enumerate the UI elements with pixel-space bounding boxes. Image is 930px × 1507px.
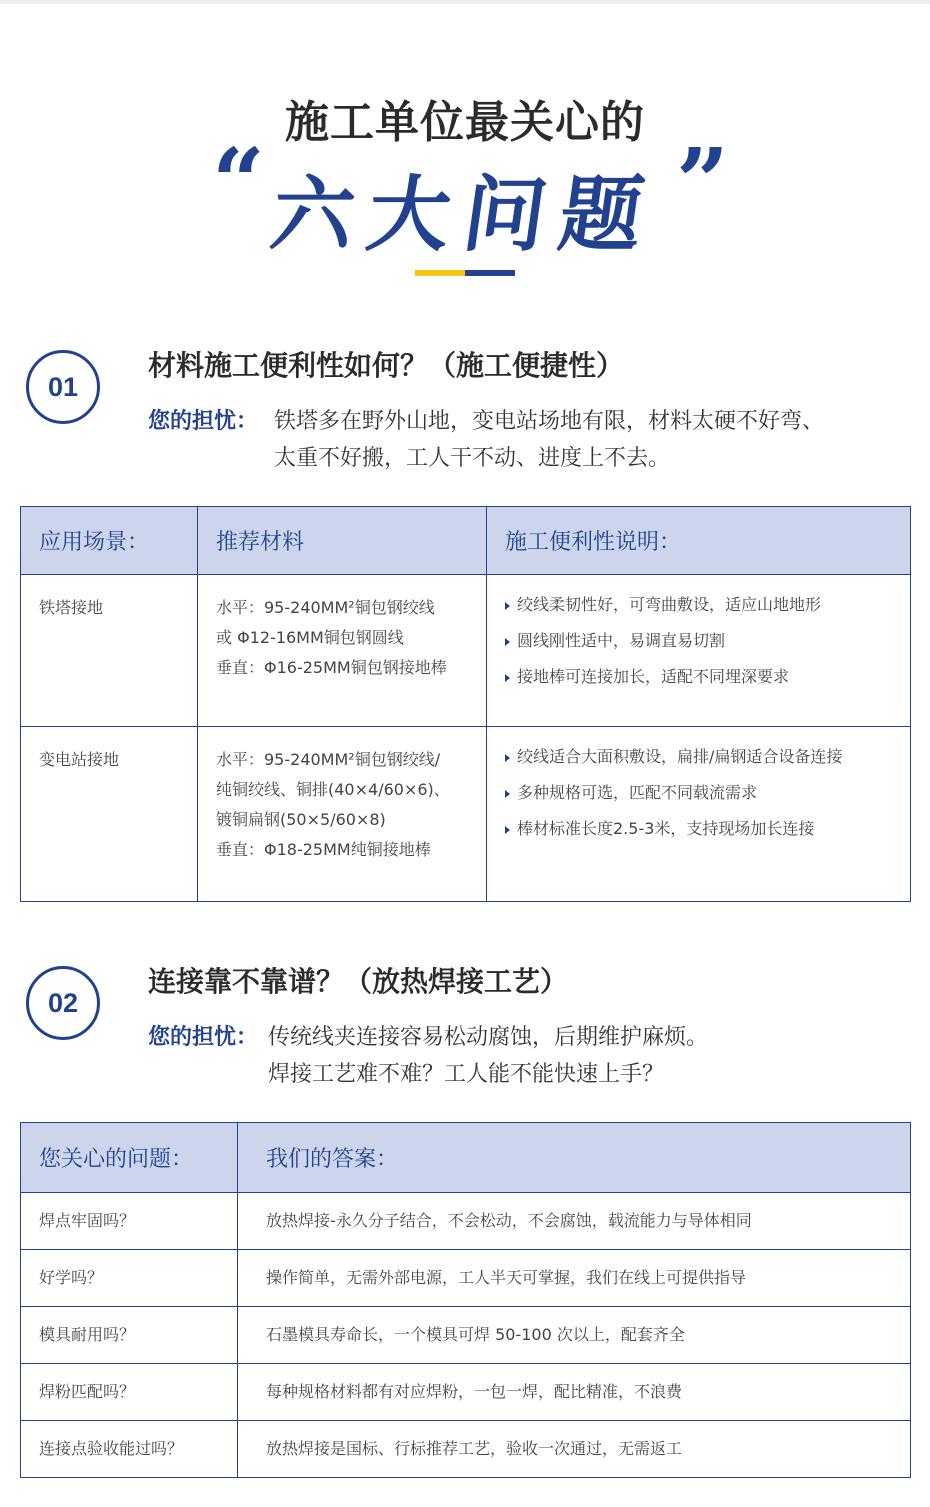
answer-cell: 操作简单，无需外部电源，工人半天可掌握，我们在线上可提供指导 bbox=[238, 1250, 911, 1307]
question-cell: 模具耐用吗？ bbox=[21, 1307, 238, 1364]
faq-table bbox=[20, 1122, 911, 1478]
table-row bbox=[21, 1421, 911, 1478]
page-title: 施工单位最关心的 bbox=[285, 97, 645, 148]
column-header: 施工便利性说明： bbox=[487, 507, 911, 575]
material-line: 垂直：Φ18-25MM纯铜接地棒 bbox=[216, 840, 431, 859]
bullet-item: 多种规格可选，匹配不同载流需求 bbox=[505, 775, 898, 811]
materials-cell bbox=[198, 575, 487, 727]
section-number-badge: 02 bbox=[26, 966, 100, 1040]
material-line: 镀铜扁钢(50×5/60×8) bbox=[216, 810, 386, 829]
materials-table bbox=[20, 506, 911, 902]
answer-cell: 放热焊接是国标、行标推荐工艺，验收一次通过，无需返工 bbox=[238, 1421, 911, 1478]
question-cell: 焊粉匹配吗？ bbox=[21, 1364, 238, 1421]
worry-text: 太重不好搬，工人干不动、进度上不去。 bbox=[274, 446, 671, 471]
table-header-row bbox=[21, 1123, 911, 1193]
section-title: 材料施工便利性如何？（施工便捷性） bbox=[148, 349, 625, 382]
material-line: 纯铜绞线、铜排(40×4/60×6)、 bbox=[216, 780, 450, 799]
worry-text: 铁塔多在野外山地，变电站场地有限，材料太硬不好弯、 bbox=[274, 409, 825, 434]
table-row bbox=[21, 1364, 911, 1421]
notes-cell bbox=[487, 727, 911, 902]
bullet-list bbox=[505, 739, 898, 847]
materials-cell bbox=[198, 727, 487, 902]
notes-cell bbox=[487, 575, 911, 727]
bullet-item: 绞线柔韧性好，可弯曲敷设，适应山地地形 bbox=[505, 587, 898, 623]
worry-text: 焊接工艺难不难？工人能不能快速上手？ bbox=[268, 1062, 665, 1087]
answer-cell: 放热焊接-永久分子结合，不会松动，不会腐蚀，载流能力与导体相同 bbox=[238, 1193, 911, 1250]
open-quote-mark: “ bbox=[212, 128, 265, 236]
material-line: 或 Φ12-16MM铜包钢圆线 bbox=[216, 628, 404, 647]
table-header-row bbox=[21, 507, 911, 575]
worry-label: 您的担忧： bbox=[148, 1025, 259, 1050]
worry-label: 您的担忧： bbox=[148, 409, 259, 434]
top-divider bbox=[0, 0, 930, 4]
answer-cell: 每种规格材料都有对应焊粉，一包一焊，配比精准，不浪费 bbox=[238, 1364, 911, 1421]
material-line: 垂直：Φ16-25MM铜包钢接地棒 bbox=[216, 658, 447, 677]
headline-six-questions: 六大问题 bbox=[265, 167, 663, 263]
question-cell: 好学吗？ bbox=[21, 1250, 238, 1307]
table-row bbox=[21, 575, 911, 727]
close-quote-mark: ” bbox=[676, 128, 729, 236]
section-title: 连接靠不靠谱？（放热焊接工艺） bbox=[148, 965, 569, 998]
section-number-badge: 01 bbox=[26, 350, 100, 424]
accent-bar-blue bbox=[465, 270, 515, 276]
material-line: 水平：95-240MM²铜包钢绞线/ bbox=[216, 750, 441, 769]
bullet-item: 接地棒可连接加长，适配不同埋深要求 bbox=[505, 659, 898, 695]
bullet-list bbox=[505, 587, 898, 695]
column-header: 应用场景： bbox=[21, 507, 198, 575]
answer-cell: 石墨模具寿命长，一个模具可焊 50-100 次以上，配套齐全 bbox=[238, 1307, 911, 1364]
table-row bbox=[21, 1193, 911, 1250]
column-header: 您关心的问题： bbox=[21, 1123, 238, 1193]
scene-cell: 铁塔接地 bbox=[21, 575, 198, 727]
bullet-item: 棒材标准长度2.5-3米，支持现场加长连接 bbox=[505, 811, 898, 847]
bullet-item: 绞线适合大面积敷设，扁排/扁钢适合设备连接 bbox=[505, 739, 898, 775]
question-cell: 焊点牢固吗？ bbox=[21, 1193, 238, 1250]
table-row bbox=[21, 1250, 911, 1307]
table-row bbox=[21, 1307, 911, 1364]
table-row bbox=[21, 727, 911, 902]
scene-cell: 变电站接地 bbox=[21, 727, 198, 902]
column-header: 我们的答案： bbox=[238, 1123, 911, 1193]
question-cell: 连接点验收能过吗？ bbox=[21, 1421, 238, 1478]
accent-bar-yellow bbox=[415, 270, 465, 276]
worry-text: 传统线夹连接容易松动腐蚀，后期维护麻烦。 bbox=[268, 1025, 709, 1050]
bullet-item: 圆线刚性适中，易调直易切割 bbox=[505, 623, 898, 659]
material-line: 水平：95-240MM²铜包钢绞线 bbox=[216, 598, 435, 617]
column-header: 推荐材料 bbox=[198, 507, 487, 575]
